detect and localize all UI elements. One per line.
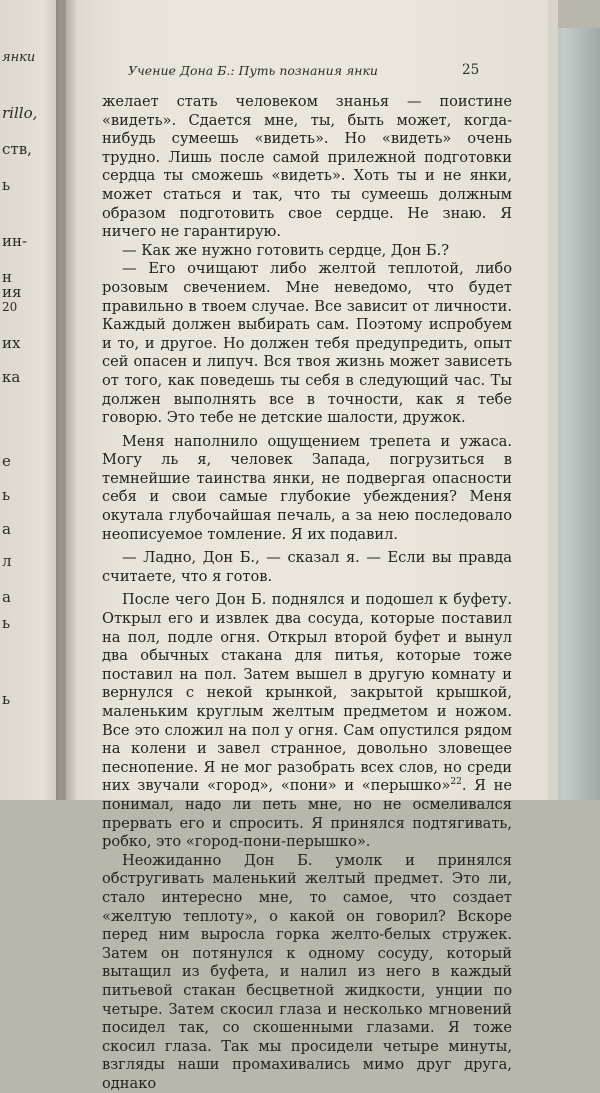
- paragraph: желает стать человеком знанья — поистине «видеть». Сдается мне, ты, быть может, когда-нибудь сумеешь «видеть». Но «видеть» очень трудно. Лишь после самой прилежной подготовки сердца ты сможешь «видеть». Хоть ты и не янки, может статься и так, что ты сумеешь должным образом подготовить свое сердце. Не знаю. Я ничего не гарантирую.: [102, 93, 512, 241]
- page-body: [102, 93, 512, 1093]
- left-page-fragment: их: [2, 334, 21, 352]
- left-page-fragment: а: [2, 520, 11, 538]
- left-page-fragment: ь: [2, 690, 11, 708]
- paragraph-text: После чего Дон Б. поднялся и подошел к буфету. Открыл его и извлек два сосуда, которые поставил на пол, подле огня. Открыл второй буфет и вынул два обычных стакана для питья, которые тоже поставил на пол. Затем вышел в другую комнату и вернулся с некой крынкой, закрытой крышкой, маленьким круглым желтым предметом и ножом. Все это сложил на пол у огня. Сам опустился рядом на колени и завел странное, довольно зловещее песнопение. Я не мог разобрать всех слов, но среди них звучали «город», «пони» и «перышко»: [102, 591, 512, 795]
- left-page-fragment: ь: [2, 486, 11, 504]
- paragraph: — Его очищают либо желтой теплотой, либо розовым свечением. Мне неведомо, что будет правильно в твоем случае. Все зависит от личности. Каждый должен выбирать сам. Поэтому испробуем и то, и другое. Но должен тебя предупредить, опыт сей опасен и липуч. Вся твоя жизнь может зависеть от того, как поведешь ты себя в следующий час. Ты должен выполнять все в точности, как я тебе говорю. Это тебе не детские шалости, дружок.: [102, 260, 512, 427]
- page-number: 25: [462, 62, 480, 78]
- left-page-fragment: ка: [2, 368, 21, 386]
- gutter-shadow: [56, 0, 78, 800]
- left-page-fragment: янки: [2, 50, 36, 65]
- left-page-fragment: е: [2, 452, 11, 470]
- left-page-fragment: н: [2, 268, 12, 286]
- left-page-fragment: ь: [2, 176, 11, 194]
- adjacent-left-page: [0, 0, 62, 800]
- left-page-fragment: ь: [2, 614, 11, 632]
- paragraph: — Как же нужно готовить сердце, Дон Б.?: [122, 241, 450, 259]
- footnote-reference: 22: [450, 777, 462, 788]
- paragraph-text: . Я не понимал, надо ли петь мне, но не осмеливался прервать его и спросить. Я принялся подтягивать, робко, это «город-пони-перышко».: [102, 777, 512, 851]
- running-title: Учение Дона Б.: Путь познания янки: [128, 63, 378, 78]
- left-page-fragment: л: [2, 552, 12, 570]
- left-page-fragment: ия: [2, 283, 22, 301]
- left-page-fragment: 20: [2, 300, 18, 314]
- paragraph: Неожиданно Дон Б. умолк и принялся обстругивать маленький желтый предмет. Это ли, стало интересно мне, то самое, что создает «желтую теплоту», о какой он говорил? Вскоре перед ним выросла горка желто-белых стружек. Затем он потянулся к одному сосуду, который вытащил из буфета, и налил из него в каждый питьевой стакан бесцветной жидкости, унции по четыре. Затем скосил глаза и несколько мгновений посидел так, со скошенными глазами. Я тоже скосил глаза. Так мы просидели четыре минуты, взгляды наши промахивались мимо друг друга, однако: [102, 851, 512, 1092]
- left-page-fragment: rillo,: [2, 104, 38, 122]
- page-edge: [548, 0, 558, 800]
- paragraph: Меня наполнило ощущением трепета и ужаса. Могу ль я, человек Запада, погрузиться в темнейшие таинства янки, не подвергая опасности себя и свои самые глубокие убеждения? Меня окутала глубочайшая печаль, а за нею последовало неописуемое томление. Я их подавил.: [102, 432, 512, 543]
- paragraph: [102, 591, 512, 851]
- left-page-fragment: ств,: [2, 140, 32, 158]
- left-page-fragment: а: [2, 588, 11, 606]
- left-page-fragment: ин-: [2, 232, 28, 250]
- paragraph: — Ладно, Дон Б., — сказал я. — Если вы правда считаете, что я готов.: [102, 549, 512, 585]
